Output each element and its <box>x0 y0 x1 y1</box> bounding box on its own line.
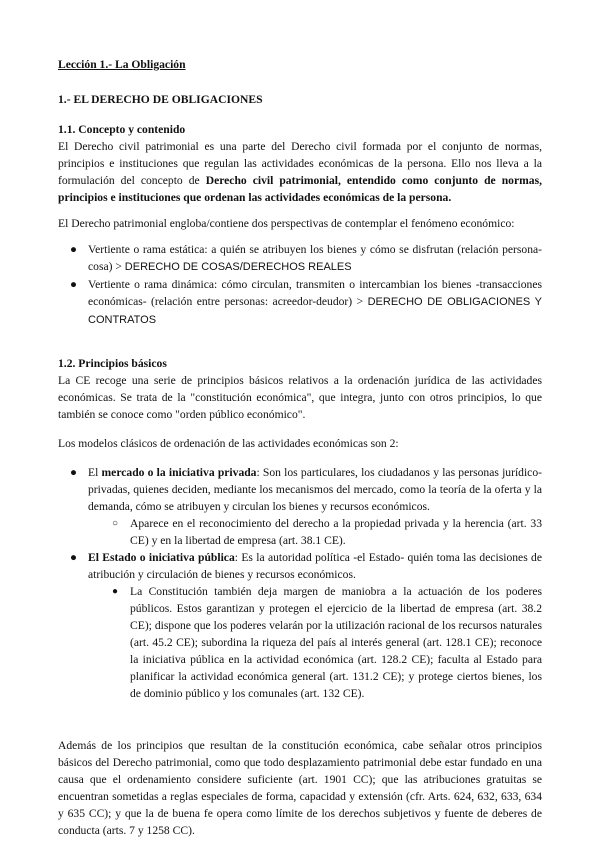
sub-list-item-text: La Constitución también deja margen de maniobra a la actuación de los poderes públicos. Estos garantizan y protegen el ejercicio de la libertad de empresa (art. 38.2 CE); dispone que los poderes velarán por la utilización racional de los recursos naturales (art. 45.2 CE); subordina la riqueza del país al interés general (art. 128.1 CE); reconoce la iniciativa pública en la actividad económica (art. 128.2 CE); faculta al Estado para planificar la actividad económica general (art. 131.2 CE); y protege ciertos bienes, los de dominio público y los comunales (art. 132 CE). <box>130 585 542 700</box>
modelos-list <box>58 464 542 702</box>
bullet-icon: ● <box>70 278 78 291</box>
bullet-icon: ● <box>112 586 119 597</box>
perspectivas-list <box>58 241 542 329</box>
list-item-text: Vertiente o rama estática: a quién se atribuyen los bienes y cómo se disfrutan (relación persona- cosa) > <box>88 243 542 273</box>
section-title-concepto: 1.1. Concepto y contenido <box>58 123 186 136</box>
list-item-text: : Son los particulares, los ciudadanos y las personas jurídico-privadas, quienes deciden, mediante los mecanismos del mercado, como la teoría de la oferta y la demanda, cómo se atribuyen y circulan los bienes y recursos económicos. <box>88 466 542 513</box>
hollow-bullet-icon: ○ <box>112 518 119 529</box>
list-item-text: : Es la autoridad política -el Estado- quién toma las decisiones de atribución y circulación de bienes y recursos económicos. <box>88 551 542 581</box>
paragraph-concepto <box>58 138 542 206</box>
paragraph-perspectivas: El Derecho patrimonial engloba/contiene dos perspectivas de contemplar el fenómeno económico: <box>58 217 515 230</box>
list-item <box>58 241 542 276</box>
sub-list-item-text: Aparece en el reconocimiento del derecho a la propiedad privada y la herencia (art. 33 CE) y en la libertad de empresa (art. 38.1 CE). <box>130 517 542 547</box>
paragraph-constitucion: La CE recoge una serie de principios básicos relativos a la ordenación jurídica de las actividades económicas. Se trata de la "constitución económica", que integra, junto con otros principios, lo que también se conoce como "orden público económico". <box>58 374 542 421</box>
list-item <box>58 464 542 549</box>
list-item-heading: El Estado o iniciativa pública <box>88 551 235 564</box>
paragraph-otros-principios: Además de los principios que resultan de la constitución económica, cabe señalar otros principios básicos del Derecho patrimonial, como que todo desplazamiento patrimonial debe estar fundado en una causa que el ordenamiento considere suficiente (art. 1901 CC); que las atribuciones gratuitas se encuentran sometidas a reglas especiales de forma, capacidad y extensión (cfr. Arts. 624, 632, 633, 634 y 635 CC); y que la de buena fe opera como límite de los derechos subjetivos y fuente de deberes de conducta (arts. 7 y 1258 CC). <box>58 739 542 837</box>
lesson-title: Lección 1.- La Obligación <box>58 58 186 71</box>
list-item-category: DERECHO DE OBLIGACIONES Y CONTRATOS <box>88 296 542 326</box>
bullet-icon: ● <box>70 551 78 564</box>
chapter-title: 1.- EL DERECHO DE OBLIGACIONES <box>58 93 263 106</box>
section-title-principios: 1.2. Principios básicos <box>58 357 167 370</box>
paragraph-concepto-definition: Derecho civil patrimonial, entendido como conjunto de normas, principios e instituciones que ordenan las actividades económicas de la persona. <box>58 174 542 204</box>
list-item-prefix: El <box>88 466 102 479</box>
list-item-text: Vertiente o rama dinámica: cómo circulan, transmiten o intercambian los bienes -transacciones económicas- (relación entre personas: acreedor-deudor) > <box>88 278 542 308</box>
paragraph-concepto-text: El Derecho civil patrimonial es una parte del Derecho civil formada por el conjunto de normas, principios e instituciones que regulan las actividades económicas de la persona. Ello nos lleva a la formulación del concepto de <box>58 140 542 187</box>
bullet-icon: ● <box>70 243 78 256</box>
list-item <box>58 276 542 329</box>
sub-list <box>100 515 542 549</box>
list-item <box>58 549 542 702</box>
sub-list-item <box>100 583 542 702</box>
list-item-heading: mercado o la iniciativa privada <box>101 466 257 479</box>
bullet-icon: ● <box>70 466 78 479</box>
document-page <box>58 52 542 839</box>
sub-list-item <box>100 515 542 549</box>
paragraph-modelos: Los modelos clásicos de ordenación de las actividades económicas son 2: <box>58 437 399 450</box>
sub-list <box>100 583 542 702</box>
list-item-category: DERECHO DE COSAS/DERECHOS REALES <box>124 261 352 273</box>
